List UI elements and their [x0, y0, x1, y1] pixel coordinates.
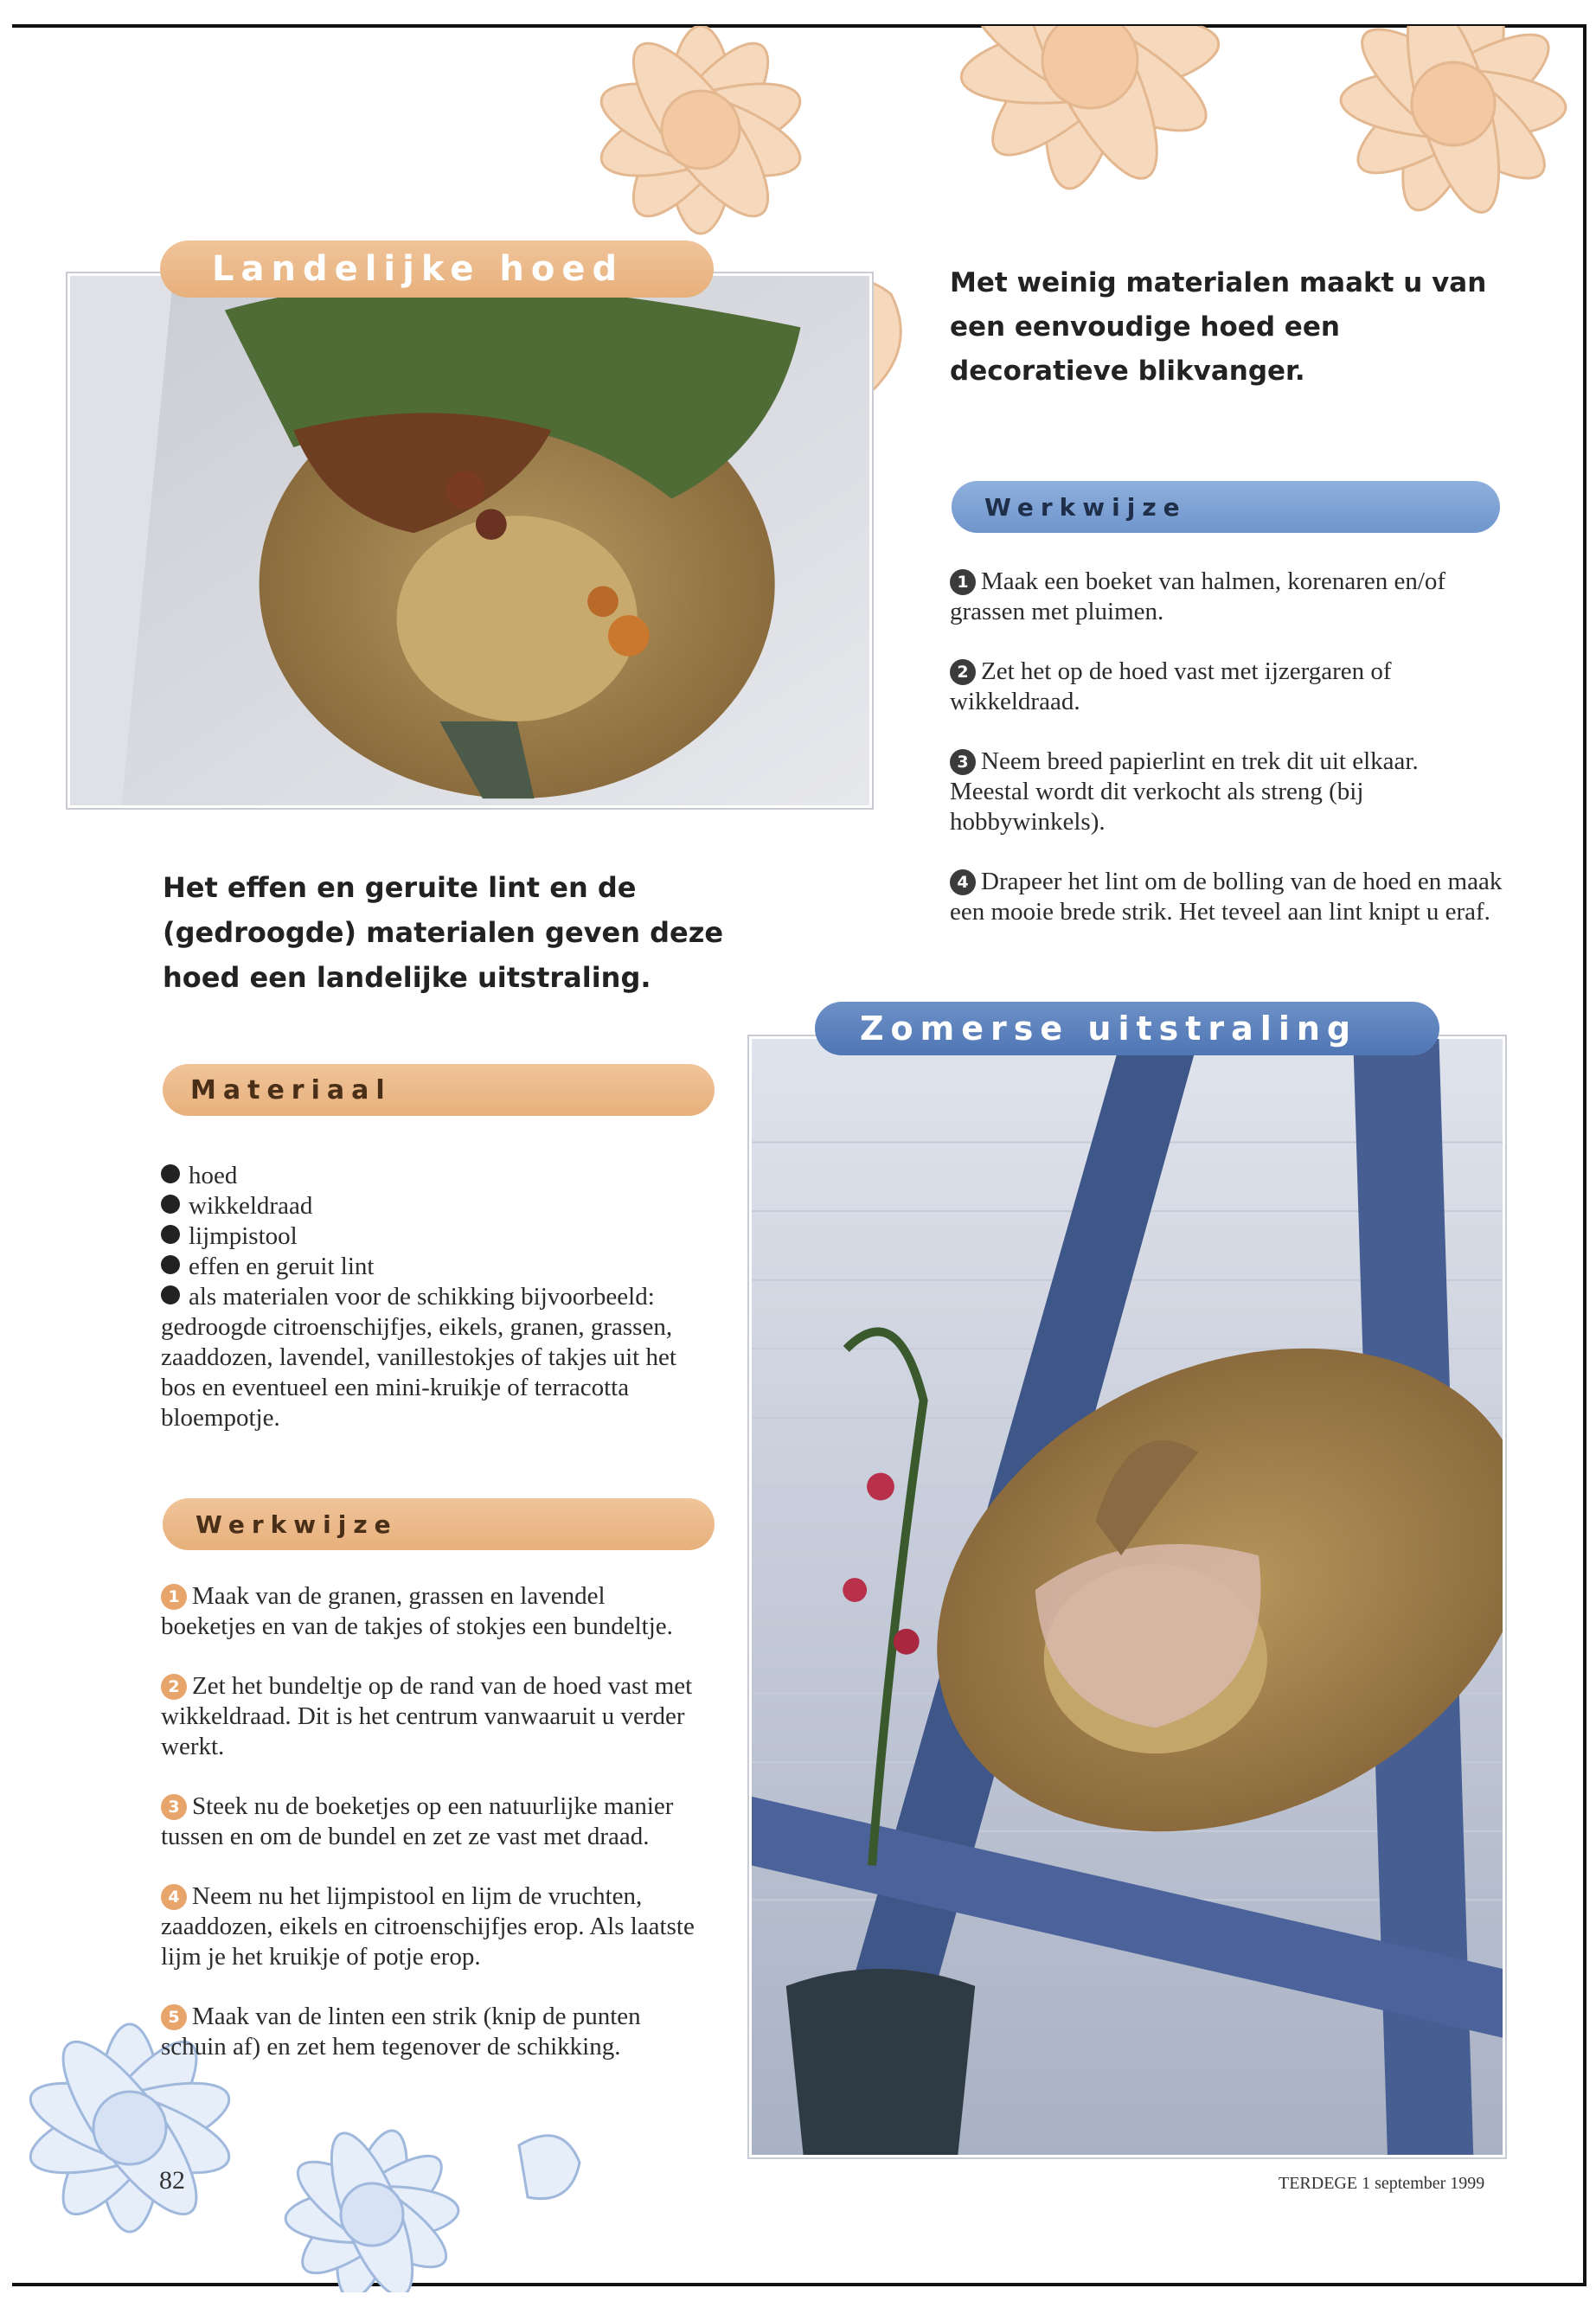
step-number-5-icon: 5	[161, 2004, 187, 2030]
publication-footer: TERDEGE 1 september 1999	[1279, 2174, 1485, 2193]
left-caption	[163, 865, 725, 1000]
step-number-3-icon: 3	[950, 749, 976, 775]
banner-landelijke-hoed-title: Landelijke hoed	[212, 249, 625, 289]
photo-landelijke-hoed	[67, 273, 872, 808]
step-number-4-icon: 4	[950, 869, 976, 895]
banner-zomerse-uitstraling-title: Zomerse uitstraling	[860, 1009, 1358, 1048]
material-item: effen en geruit lint	[161, 1252, 715, 1282]
banner-materiaal	[163, 1064, 715, 1116]
left-step-2: 2 Zet het bundeltje op de rand van de hoed vast met wikkeldraad. Dit is het centrum vanwaaruit u verder werkt.	[161, 1672, 693, 1760]
material-item: lijmpistool	[161, 1221, 715, 1252]
right-step-1: 1 Maak een boeket van halmen, korenaren en/of grassen met pluimen.	[950, 567, 1446, 625]
banner-werkwijze-left	[163, 1498, 715, 1550]
banner-werkwijze-right	[952, 481, 1500, 533]
bullet-icon	[161, 1225, 180, 1244]
step-number-1-icon: 1	[950, 569, 976, 595]
right-step-4: 4 Drapeer het lint om de bolling van de hoed en maak een mooie brede strik. Het teveel aan lint knipt u eraf.	[950, 868, 1503, 926]
bullet-icon	[161, 1195, 180, 1214]
left-step-3: 3 Steek nu de boeketjes op een natuurlijke manier tussen en om de bundel en zet ze vast met draad.	[161, 1792, 674, 1850]
bullet-icon	[161, 1164, 180, 1183]
material-item: wikkeldraad	[161, 1191, 715, 1221]
banner-landelijke-hoed	[160, 240, 714, 298]
straw-hat-illustration	[70, 276, 869, 805]
left-caption-text: Het effen en geruite lint en de (gedroogde) materialen geven deze hoed een landelijke uitstraling.	[163, 871, 724, 994]
step-number-3-icon: 3	[161, 1794, 187, 1820]
bullet-icon	[161, 1285, 180, 1304]
step-number-2-icon: 2	[950, 659, 976, 685]
intro-caption	[950, 261, 1503, 394]
step-number-1-icon: 1	[161, 1584, 187, 1610]
material-item: hoed	[161, 1161, 715, 1191]
photo-zomerse-uitstraling	[749, 1036, 1505, 2157]
left-steps	[161, 1581, 702, 2092]
materiaal-heading: Materiaal	[190, 1074, 392, 1106]
left-step-5: 5 Maak van de linten een strik (knip de punten schuin af) en zet hem tegenover de schikking.	[161, 2003, 641, 2061]
materials-list	[161, 1161, 715, 1433]
werkwijze-left-heading: Werkwijze	[195, 1509, 398, 1539]
material-item: als materialen voor de schikking bijvoorbeeld: gedroogde citroenschijfjes, eikels, granen, grassen, zaaddozen, lavendel, vanillestokjes of takjes uit het bos en eventueel een mini-kruikje of terracotta bloempotje.	[161, 1283, 676, 1432]
banner-zomerse-uitstraling	[815, 1002, 1439, 1055]
right-step-2: 2 Zet het op de hoed vast met ijzergaren of wikkeldraad.	[950, 657, 1392, 715]
left-step-4: 4 Neem nu het lijmpistool en lijm de vruchten, zaaddozen, eikels en citroenschijfjes erop. Als laatste lijm je het kruikje of potje erop.	[161, 1882, 695, 1971]
right-steps	[950, 567, 1503, 957]
sun-hat-illustration	[752, 1039, 1503, 2155]
bullet-icon	[161, 1255, 180, 1274]
step-number-2-icon: 2	[161, 1674, 187, 1700]
step-number-4-icon: 4	[161, 1884, 187, 1910]
left-step-1: 1 Maak van de granen, grassen en lavendel boeketjes en van de takjes of stokjes een bundeltje.	[161, 1582, 673, 1640]
intro-caption-text: Met weinig materialen maakt u van een eenvoudige hoed een decoratieve blikvanger.	[950, 267, 1487, 387]
right-step-3: 3 Neem breed papierlint en trek dit uit elkaar. Meestal wordt dit verkocht als streng (bij hobbywinkels).	[950, 747, 1419, 836]
werkwijze-right-heading: Werkwijze	[984, 492, 1187, 522]
page-number: 82	[159, 2166, 185, 2195]
